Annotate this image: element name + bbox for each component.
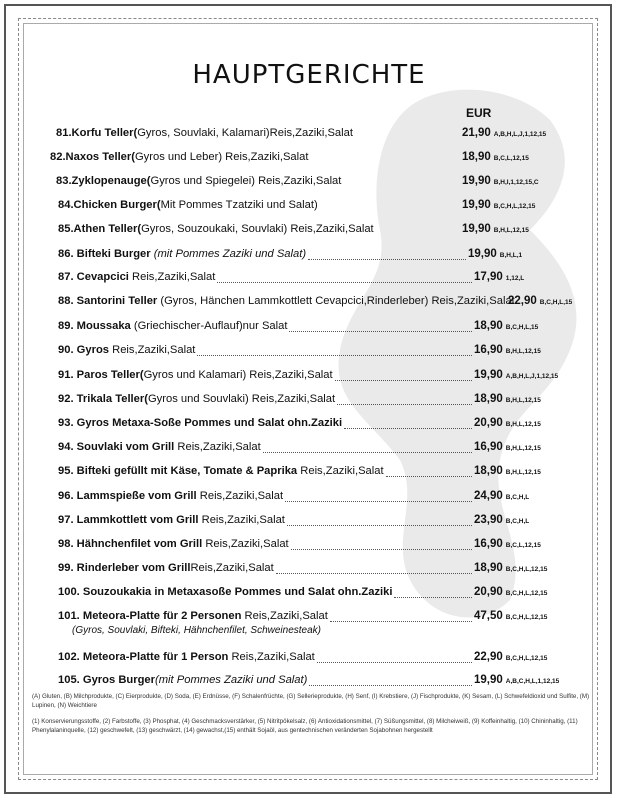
menu-item-name bbox=[58, 671, 307, 689]
menu-item-price: 47,50 B,C,H,L,12,15 bbox=[474, 610, 548, 622]
menu-item-description: Reis,Zaziki,Salat bbox=[205, 538, 289, 550]
menu-item-98 bbox=[0, 535, 618, 553]
dot-leader bbox=[276, 573, 472, 574]
dot-leader bbox=[291, 549, 472, 550]
menu-item-82 bbox=[0, 148, 618, 166]
dot-leader bbox=[394, 597, 472, 598]
dot-leader bbox=[309, 685, 472, 686]
menu-item-name bbox=[58, 220, 374, 238]
menu-item-name bbox=[58, 438, 261, 456]
menu-item-title: 89. Moussaka bbox=[58, 320, 134, 332]
menu-item-price: 17,90 1,12,L bbox=[474, 271, 525, 283]
menu-item-price: 19,90 B,C,H,L,12,15 bbox=[462, 199, 536, 211]
allergen-codes: B,C,H,L,12,15 bbox=[505, 590, 548, 597]
dot-leader bbox=[335, 380, 472, 381]
allergen-codes: B,H,I,1,12,15,C bbox=[493, 179, 539, 186]
allergen-codes: B,C,L,12,15 bbox=[493, 155, 529, 162]
menu-item-name bbox=[58, 245, 306, 263]
menu-item-97 bbox=[0, 511, 618, 529]
allergen-codes: B,H,L,12,15 bbox=[505, 397, 541, 404]
allergen-codes: B,C,H,L,15 bbox=[539, 299, 573, 306]
menu-item-description: Gyros, Souvlaki, Kalamari)Reis,Zaziki,Salat bbox=[137, 127, 353, 139]
menu-item-title: 88. Santorini Teller bbox=[58, 295, 161, 307]
allergen-codes: B,H,L,12,15 bbox=[505, 469, 541, 476]
allergen-codes: B,C,H,L,12,15 bbox=[505, 614, 548, 621]
menu-item-105 bbox=[0, 671, 618, 689]
allergen-codes: A,B,C,H,L,1,12,15 bbox=[505, 678, 560, 685]
menu-item-description: Gyros, Souzoukaki, Souvlaki) Reis,Zaziki,Salat bbox=[141, 223, 374, 235]
menu-item-title: 85.Athen Teller( bbox=[58, 223, 142, 235]
dot-leader bbox=[330, 621, 472, 622]
allergen-codes: B,C,H,L,15 bbox=[505, 324, 539, 331]
menu-item-name bbox=[58, 366, 333, 384]
menu-item-description: Mit Pommes Tzatziki und Salat) bbox=[160, 199, 318, 211]
menu-item-name bbox=[58, 487, 283, 505]
menu-item-title: 102. Meteora-Platte für 1 Person bbox=[58, 651, 232, 663]
menu-item-price: 20,90 B,H,L,12,15 bbox=[474, 417, 541, 429]
menu-item-price: 18,90 B,H,L,12,15 bbox=[474, 465, 541, 477]
menu-item-price: 18,90 B,C,H,L,15 bbox=[474, 320, 539, 332]
menu-item-title: 105. Gyros Burger bbox=[58, 674, 156, 686]
menu-item-87 bbox=[0, 268, 618, 286]
allergen-codes: A,B,H,L,J,1,12,15 bbox=[505, 373, 559, 380]
menu-item-name bbox=[58, 414, 342, 432]
menu-item-price: 18,90 B,C,H,L,12,15 bbox=[474, 562, 548, 574]
allergen-codes: B,H,L,1 bbox=[499, 252, 523, 259]
menu-item-89 bbox=[0, 317, 618, 335]
menu-item-title: 100. Souzoukakia in Metaxasoße Pommes und Salat ohn.Zaziki bbox=[58, 586, 393, 598]
menu-item-description: Gyros und Souvlaki) Reis,Zaziki,Salat bbox=[147, 393, 336, 405]
menu-item-title: 91. Paros Teller( bbox=[58, 369, 144, 381]
menu-item-85 bbox=[0, 220, 618, 238]
menu-item-price: 22,90 B,C,H,L,15 bbox=[508, 295, 573, 307]
menu-item-86 bbox=[0, 245, 618, 263]
dot-leader bbox=[308, 259, 466, 260]
menu-item-91 bbox=[0, 366, 618, 384]
menu-item-description: Reis,Zaziki,Salat bbox=[112, 344, 196, 356]
allergen-codes: B,C,H,L,12,15 bbox=[493, 203, 536, 210]
menu-item-100 bbox=[0, 583, 618, 601]
menu-item-96 bbox=[0, 487, 618, 505]
menu-item-price: 22,90 B,C,H,L,12,15 bbox=[474, 651, 548, 663]
dot-leader bbox=[263, 452, 472, 453]
menu-item-description: Gyros und Leber) Reis,Zaziki,Salat bbox=[134, 151, 309, 163]
menu-item-name bbox=[58, 292, 515, 310]
menu-item-title: 96. Lammspieße vom Grill bbox=[58, 490, 200, 502]
dot-leader bbox=[317, 662, 472, 663]
allergen-codes: B,C,H,L,12,15 bbox=[505, 566, 548, 573]
allergen-codes: B,C,L,12,15 bbox=[505, 542, 541, 549]
menu-item-description: (mit Pommes Zaziki und Salat) bbox=[153, 248, 307, 260]
menu-item-title: 95. Bifteki gefüllt mit Käse, Tomate & Paprika bbox=[58, 465, 301, 477]
menu-item-price: 19,90 B,H,I,1,12,15,C bbox=[462, 175, 539, 187]
menu-item-price: 21,90 A,B,H,L,J,1,12,15 bbox=[462, 127, 547, 139]
menu-item-description: (Gyros, Hänchen Lammkottlett Cevapcici,Rinderleber) Reis,Zaziki,Salat bbox=[160, 295, 515, 307]
menu-item-name bbox=[58, 559, 274, 577]
dot-leader bbox=[344, 428, 472, 429]
allergen-codes: B,H,L,12,15 bbox=[493, 227, 529, 234]
allergen-codes: 1,12,L bbox=[505, 275, 525, 282]
menu-item-description: (Griechischer-Auflauf)nur Salat bbox=[133, 320, 288, 332]
menu-item-title: 99. Rinderleber vom Grill bbox=[58, 562, 191, 574]
allergen-codes: A,B,H,L,J,1,12,15 bbox=[493, 131, 547, 138]
menu-item-88 bbox=[0, 292, 618, 310]
dot-leader bbox=[287, 525, 472, 526]
menu-item-price: 20,90 B,C,H,L,12,15 bbox=[474, 586, 548, 598]
menu-item-name bbox=[58, 196, 318, 214]
allergen-codes: B,H,L,12,15 bbox=[505, 445, 541, 452]
menu-item-title: 83.Zyklopenauge( bbox=[56, 175, 151, 187]
menu-item-title: 92. Trikala Teller( bbox=[58, 393, 148, 405]
menu-item-price: 24,90 B,C,H,L bbox=[474, 490, 530, 502]
menu-item-description: Reis,Zaziki,Salat bbox=[231, 651, 315, 663]
menu-item-title: 97. Lammkottlett vom Grill bbox=[58, 514, 202, 526]
menu-item-price: 23,90 B,C,H,L bbox=[474, 514, 530, 526]
menu-item-price: 19,90 A,B,C,H,L,1,12,15 bbox=[474, 674, 560, 686]
menu-item-name bbox=[58, 268, 215, 286]
menu-item-title: 98. Hähnchenfilet vom Grill bbox=[58, 538, 206, 550]
allergen-codes: B,C,H,L,12,15 bbox=[505, 655, 548, 662]
menu-item-title: 87. Cevapcici bbox=[58, 271, 133, 283]
menu-item-name bbox=[58, 607, 328, 625]
menu-item-price: 18,90 B,H,L,12,15 bbox=[474, 393, 541, 405]
menu-item-name bbox=[56, 172, 341, 190]
menu-item-price: 16,90 B,C,L,12,15 bbox=[474, 538, 541, 550]
menu-item-name bbox=[58, 511, 285, 529]
menu-item-name bbox=[58, 648, 315, 666]
menu-item-name bbox=[58, 535, 289, 553]
dot-leader bbox=[285, 501, 472, 502]
menu-item-title: 90. Gyros bbox=[58, 344, 113, 356]
menu-item-title: 82.Naxos Teller( bbox=[50, 151, 135, 163]
menu-item-description: Gyros und Kalamari) Reis,Zaziki,Salat bbox=[143, 369, 333, 381]
menu-item-name bbox=[58, 317, 287, 335]
menu-item-price: 19,90 A,B,H,L,J,1,12,15 bbox=[474, 369, 559, 381]
menu-item-price: 16,90 B,H,L,12,15 bbox=[474, 344, 541, 356]
dot-leader bbox=[289, 331, 472, 332]
menu-item-subtitle: (Gyros, Souvlaki, Bifteki, Hähnchenfilet, Schweinesteak) bbox=[72, 625, 321, 636]
allergen-footnote: (A) Gluten, (B) Milchprodukte, (C) Eierprodukte, (D) Soda, (E) Erdnüsse, (F) Schalenfrüchte, (G) Sellerieprodukte, (H) Senf, (I) Krebstiere, (J) Fischprodukte, (K) Sesam, (L) Schwefeldioxid und Sulfite, (M) Lupinen, (N) Weichtiere bbox=[32, 693, 590, 709]
menu-item-price: 19,90 B,H,L,1 bbox=[468, 248, 523, 260]
menu-item-description: Reis,Zaziki,Salat bbox=[199, 490, 284, 502]
additive-footnote: (1) Konservierungsstoffe, (2) Farbstoffe, (3) Phosphat, (4) Geschmacksverstärker, (5) Nitritpökelsalz, (6) Antioxidationsmittel, (7) Süßungsmittel, (8) Milcheiweiß, (9) Koffeinhaltig, (10) Chininhaltig, (11) Phenylalaninquelle, (12) geschwefelt, (13) geschwärzt, (14) gewachst,(15) enthält Sojaöl, aus gentechnischen veränderten Sojabohnen hergestellt bbox=[32, 718, 578, 734]
menu-item-description: (mit Pommes Zaziki und Salat) bbox=[155, 674, 308, 686]
menu-item-price: 16,90 B,H,L,12,15 bbox=[474, 441, 541, 453]
menu-item-title: 81.Korfu Teller( bbox=[56, 127, 138, 139]
allergen-codes: B,H,L,12,15 bbox=[505, 348, 541, 355]
menu-item-84 bbox=[0, 196, 618, 214]
menu-item-95 bbox=[0, 462, 618, 480]
allergen-codes: B,H,L,12,15 bbox=[505, 421, 541, 428]
menu-item-title: 86. Bifteki Burger bbox=[58, 248, 154, 260]
menu-item-name bbox=[58, 341, 195, 359]
menu-item-92 bbox=[0, 390, 618, 408]
menu-item-price: 18,90 B,C,L,12,15 bbox=[462, 151, 529, 163]
menu-item-99 bbox=[0, 559, 618, 577]
menu-item-101 bbox=[0, 607, 618, 625]
menu-item-description: Reis,Zaziki,Salat bbox=[132, 271, 216, 283]
menu-item-81 bbox=[0, 124, 618, 142]
menu-item-83 bbox=[0, 172, 618, 190]
menu-item-title: 93. Gyros Metaxa-Soße Pommes und Salat ohn.Zaziki bbox=[58, 417, 343, 429]
menu-item-name bbox=[58, 583, 392, 601]
menu-item-title: 94. Souvlaki vom Grill bbox=[58, 441, 178, 453]
menu-item-94 bbox=[0, 438, 618, 456]
menu-item-93 bbox=[0, 414, 618, 432]
allergen-codes: B,C,H,L bbox=[505, 518, 530, 525]
menu-item-description: Reis,Zaziki,Salat bbox=[177, 441, 261, 453]
menu-item-description: Reis,Zaziki,Salat bbox=[300, 465, 384, 477]
menu-item-name bbox=[58, 462, 384, 480]
dot-leader bbox=[217, 282, 472, 283]
page-title: HAUPTGERICHTE bbox=[192, 60, 426, 90]
allergen-codes: B,C,H,L bbox=[505, 494, 530, 501]
menu-item-description: Reis,Zaziki,Salat bbox=[201, 514, 285, 526]
menu-item-description: Reis,Zaziki,Salat bbox=[244, 610, 328, 622]
menu-item-name bbox=[58, 390, 335, 408]
menu-item-90 bbox=[0, 341, 618, 359]
menu-item-description: Gyros und Spiegelei) Reis,Zaziki,Salat bbox=[150, 175, 342, 187]
currency-header: EUR bbox=[466, 106, 492, 120]
dot-leader bbox=[197, 355, 472, 356]
dot-leader bbox=[337, 404, 472, 405]
menu-item-name bbox=[50, 148, 308, 166]
menu-item-title: 84.Chicken Burger( bbox=[58, 199, 161, 211]
menu-item-name bbox=[56, 124, 353, 142]
dot-leader bbox=[386, 476, 472, 477]
menu-item-title: 101. Meteora-Platte für 2 Personen bbox=[58, 610, 245, 622]
menu-item-price: 19,90 B,H,L,12,15 bbox=[462, 223, 529, 235]
menu-item-description: Reis,Zaziki,Salat bbox=[190, 562, 274, 574]
menu-item-102 bbox=[0, 648, 618, 666]
